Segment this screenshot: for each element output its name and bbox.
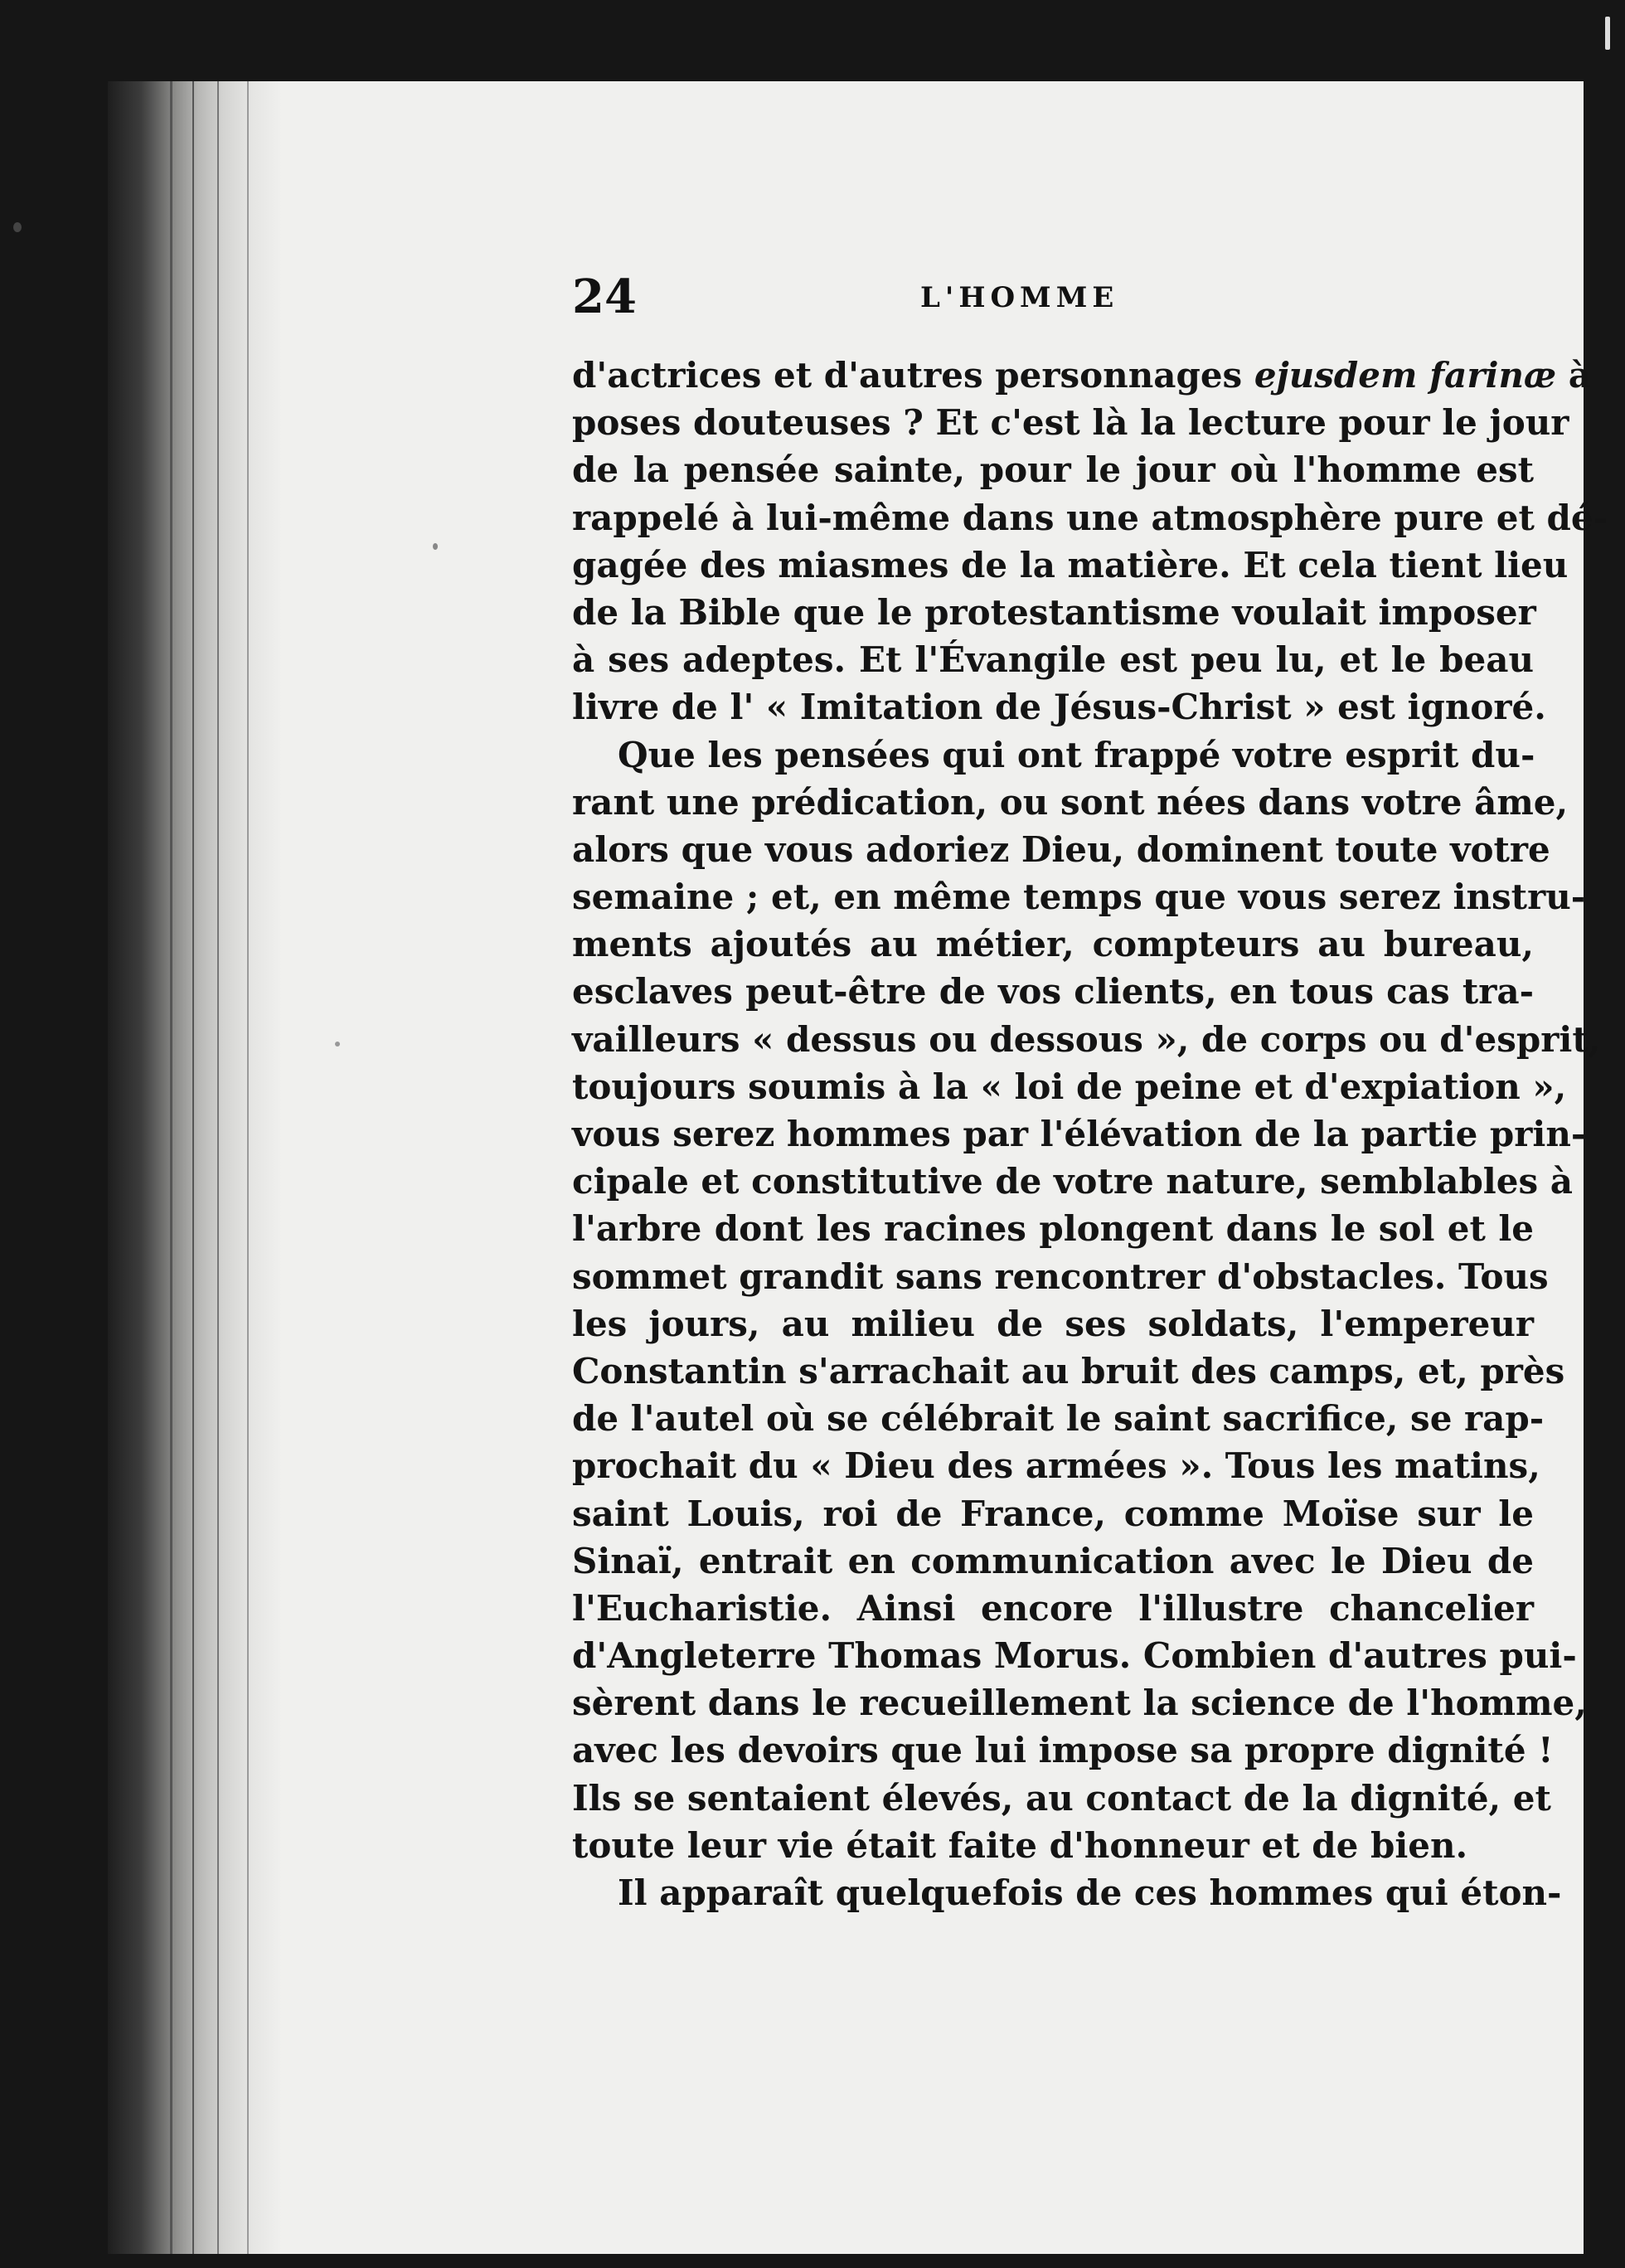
text-line: Que les pensées qui ont frappé votre esprit du- [618,734,1535,775]
text-line: l'Eucharistie. Ainsi encore l'illustre chancelier [572,1587,1534,1629]
text-line: prochait du « Dieu des armées ». Tous les matins, [572,1445,1540,1487]
scan-speck [433,543,438,550]
page-gutter-shadow [108,81,282,2254]
gutter-edge-line [170,81,172,2254]
scan-speck [1605,17,1610,50]
running-head: L'HOMME [920,281,1119,314]
text-line: l'arbre dont les racines plongent dans le sol et le [572,1208,1534,1250]
gutter-edge-line [247,81,249,2254]
text-line: les jours, au milieu de ses soldats, l'empereur [572,1303,1534,1344]
text-line: toujours soumis à la « loi de peine et d'expiation », [572,1066,1567,1107]
text-line: sèrent dans le recueillement la science de l'homme, [572,1683,1587,1724]
text-line: rant une prédication, ou sont nées dans votre âme, [572,781,1569,823]
body-text [572,352,1608,1916]
text-line: vous serez hommes par l'élévation de la partie prin- [572,1114,1586,1154]
gutter-edge-line [217,81,219,2254]
text-line: Sinaï, entrait en communication avec le Dieu de [572,1540,1534,1581]
text-line: d'Angleterre Thomas Morus. Combien d'autres pui- [572,1635,1577,1677]
gutter-edge-line [192,81,194,2254]
text-line: avec les devoirs que lui impose sa propre dignité ! [572,1730,1554,1771]
text-line: Ils se sentaient élevés, au contact de la dignité, et [572,1777,1551,1819]
text-line: de la Bible que le protestantisme voulait imposer [572,591,1536,633]
text-line: sommet grandit sans rencontrer d'obstacles. Tous [572,1255,1549,1297]
text-line: livre de l' « Imitation de Jésus-Christ » est ignoré. [572,687,1546,728]
page-number: 24 [572,270,637,324]
text-line: rappelé à lui-même dans une atmosphère pure et dé- [572,497,1608,538]
text-line: esclaves peut-être de vos clients, en tous cas tra- [572,971,1534,1013]
text-line: gagée des miasmes de la matière. Et cela tient lieu [572,544,1569,585]
page-header [572,270,1534,344]
text-line: semaine ; et, en même temps que vous serez instru- [572,877,1586,918]
text-line: saint Louis, roi de France, comme Moïse sur le [572,1493,1534,1534]
text-line: toute leur vie était faite d'honneur et de bien. [572,1824,1468,1866]
text-line: poses douteuses ? Et c'est là la lecture pour le jour [572,402,1569,444]
text-line: de la pensée sainte, pour le jour où l'homme est [572,449,1534,491]
text-line: ments ajoutés au métier, compteurs au bureau, [572,924,1534,965]
text-line: à ses adeptes. Et l'Évangile est peu lu, et le beau [572,639,1534,681]
text-line: Il apparaît quelquefois de ces hommes qui éton- [618,1872,1562,1913]
text-line: d'actrices et d'autres personnages ejusdem farinæ à [572,355,1591,396]
text-line: cipale et constitutive de votre nature, semblables à [572,1161,1573,1202]
text-line: vailleurs « dessus ou dessous », de corps ou d'esprit, [572,1018,1601,1060]
text-line: Constantin s'arrachait au bruit des camps, et, près [572,1350,1565,1391]
scan-speck [13,222,22,232]
scan-speck [335,1042,340,1047]
text-line: alors que vous adoriez Dieu, dominent toute votre [572,828,1550,870]
text-line: de l'autel où se célébrait le saint sacrifice, se rap- [572,1398,1545,1440]
